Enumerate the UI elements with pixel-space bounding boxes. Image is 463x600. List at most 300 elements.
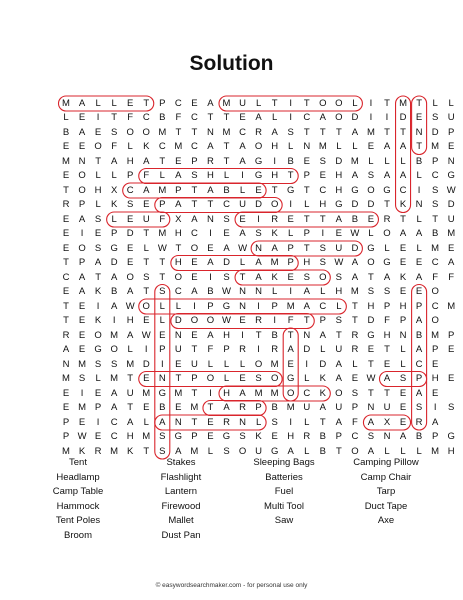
grid-letter: E bbox=[399, 286, 407, 297]
grid-letter: E bbox=[287, 358, 294, 370]
grid-letter: L bbox=[223, 358, 230, 370]
grid-letter: U bbox=[239, 97, 246, 109]
grid-letter: E bbox=[223, 228, 230, 239]
grid-letter: C bbox=[303, 112, 311, 123]
grid-letter: L bbox=[336, 141, 342, 152]
grid-letter: H bbox=[223, 387, 230, 399]
grid-letter: M bbox=[158, 184, 167, 196]
grid-letter: P bbox=[303, 228, 310, 239]
grid-letter: E bbox=[94, 431, 102, 442]
grid-letter: M bbox=[174, 387, 183, 399]
grid-letter: P bbox=[271, 300, 278, 312]
grid-letter: L bbox=[400, 445, 406, 457]
grid-letter: P bbox=[431, 344, 439, 355]
word-list-item: Broom bbox=[64, 529, 92, 541]
grid-letter: A bbox=[431, 416, 439, 428]
grid-letter: S bbox=[399, 373, 407, 384]
grid-letter: L bbox=[304, 445, 310, 457]
grid-letter: A bbox=[78, 286, 86, 297]
grid-letter: T bbox=[368, 358, 374, 370]
grid-letter: S bbox=[143, 271, 150, 283]
grid-letter: M bbox=[286, 402, 295, 413]
grid-letter: R bbox=[351, 329, 359, 341]
grid-letter: S bbox=[319, 242, 326, 254]
grid-letter: S bbox=[223, 445, 230, 457]
grid-letter: O bbox=[319, 271, 327, 283]
grid-letter: K bbox=[94, 286, 102, 297]
grid-letter: E bbox=[239, 373, 246, 384]
grid-letter: O bbox=[335, 387, 343, 399]
grid-letter: S bbox=[110, 126, 118, 138]
grid-letter: P bbox=[159, 344, 166, 355]
grid-letter: A bbox=[159, 416, 166, 428]
grid-letter: P bbox=[223, 344, 230, 355]
grid-letter: F bbox=[111, 141, 118, 152]
grid-letter: C bbox=[431, 170, 439, 181]
grid-letter: E bbox=[287, 271, 294, 283]
grid-letter: E bbox=[351, 373, 359, 384]
grid-letter: D bbox=[335, 155, 343, 167]
grid-letter: A bbox=[143, 155, 150, 167]
grid-letter: T bbox=[271, 184, 278, 196]
grid-letter: I bbox=[209, 228, 212, 239]
grid-letter: S bbox=[431, 184, 439, 196]
grid-letter: I bbox=[305, 358, 309, 370]
grid-letter: W bbox=[222, 315, 231, 326]
grid-letter: A bbox=[207, 97, 214, 109]
grid-letter: T bbox=[303, 242, 310, 254]
grid-letter: O bbox=[142, 126, 150, 138]
grid-letter: L bbox=[111, 97, 117, 109]
grid-letter: P bbox=[159, 97, 166, 109]
grid-letter: B bbox=[223, 184, 230, 196]
grid-letter: M bbox=[158, 228, 167, 239]
grid-letter: G bbox=[254, 170, 263, 181]
grid-letter: O bbox=[351, 445, 359, 457]
grid-letter: A bbox=[175, 445, 182, 457]
grid-letter: E bbox=[191, 271, 198, 283]
grid-letter: S bbox=[367, 170, 375, 181]
grid-letter: A bbox=[239, 141, 246, 152]
grid-letter: A bbox=[127, 286, 134, 297]
grid-letter: A bbox=[303, 300, 310, 312]
grid-letter: I bbox=[96, 112, 100, 123]
grid-letter: H bbox=[335, 184, 343, 196]
grid-letter: L bbox=[304, 199, 310, 210]
grid-letter: E bbox=[191, 97, 198, 109]
grid-letter: S bbox=[159, 445, 166, 457]
grid-letter: T bbox=[175, 373, 182, 384]
grid-letter: O bbox=[335, 112, 343, 123]
grid-letter: A bbox=[239, 155, 246, 167]
grid-letter: X bbox=[383, 416, 391, 428]
grid-letter: T bbox=[384, 387, 390, 399]
grid-letter: E bbox=[78, 315, 86, 326]
grid-letter: E bbox=[399, 387, 407, 399]
grid-letter: E bbox=[415, 112, 423, 123]
grid-letter: H bbox=[126, 155, 134, 167]
grid-letter: N bbox=[303, 329, 311, 341]
grid-letter: E bbox=[159, 329, 166, 341]
grid-letter: P bbox=[127, 170, 134, 181]
grid-letter: E bbox=[62, 213, 70, 225]
grid-letter: M bbox=[318, 141, 327, 152]
grid-letter: N bbox=[239, 286, 246, 297]
grid-letter: E bbox=[191, 257, 198, 268]
grid-letter: T bbox=[432, 213, 439, 225]
grid-letter: T bbox=[335, 329, 342, 341]
grid-letter: T bbox=[175, 126, 182, 138]
grid-letter: E bbox=[207, 416, 214, 428]
grid-letter: E bbox=[255, 184, 262, 196]
grid-letter: T bbox=[207, 199, 214, 210]
grid-letter: I bbox=[209, 387, 212, 399]
grid-letter: A bbox=[319, 112, 326, 123]
grid-letter: G bbox=[174, 431, 183, 442]
grid-letter: N bbox=[239, 300, 246, 312]
grid-letter: I bbox=[289, 97, 292, 109]
grid-letter: E bbox=[399, 242, 407, 254]
grid-letter: A bbox=[287, 445, 294, 457]
grid-letter: L bbox=[368, 228, 374, 239]
grid-letter: D bbox=[110, 257, 118, 268]
grid-letter: F bbox=[351, 416, 358, 428]
grid-letter: I bbox=[241, 329, 244, 341]
grid-letter: T bbox=[159, 155, 166, 167]
grid-letter: I bbox=[96, 300, 100, 312]
grid-letter: L bbox=[368, 155, 374, 167]
grid-letter: A bbox=[351, 126, 359, 138]
grid-letter: A bbox=[207, 184, 214, 196]
grid-letter: M bbox=[431, 329, 440, 341]
grid-letter: H bbox=[303, 257, 311, 268]
grid-letter: A bbox=[207, 257, 214, 268]
grid-letter: R bbox=[62, 199, 70, 210]
grid-letter: H bbox=[367, 300, 375, 312]
grid-letter: S bbox=[367, 286, 375, 297]
grid-letter: R bbox=[255, 126, 263, 138]
grid-letter: E bbox=[239, 315, 246, 326]
grid-letter: F bbox=[432, 271, 439, 283]
grid-letter: L bbox=[159, 300, 165, 312]
grid-letter: M bbox=[110, 445, 119, 457]
grid-letter: L bbox=[384, 242, 390, 254]
grid-letter: B bbox=[159, 402, 166, 413]
grid-letter: M bbox=[447, 228, 456, 239]
grid-letter: P bbox=[415, 373, 423, 384]
grid-letter: E bbox=[207, 431, 214, 442]
grid-letter: R bbox=[255, 315, 263, 326]
grid-letter: L bbox=[127, 141, 133, 152]
grid-letter: T bbox=[207, 402, 214, 413]
grid-letter: E bbox=[303, 155, 310, 167]
grid-letter: T bbox=[223, 155, 230, 167]
grid-letter: U bbox=[239, 199, 246, 210]
grid-letter: P bbox=[191, 155, 198, 167]
grid-letter: P bbox=[207, 300, 214, 312]
grid-letter: E bbox=[448, 373, 455, 384]
grid-letter: L bbox=[400, 344, 406, 355]
grid-letter: E bbox=[143, 315, 150, 326]
grid-letter: M bbox=[110, 373, 119, 384]
grid-letter: C bbox=[158, 141, 166, 152]
grid-letter: O bbox=[190, 242, 199, 254]
grid-letter: O bbox=[142, 300, 150, 312]
word-column-4 bbox=[331, 456, 441, 529]
grid-letter: K bbox=[399, 271, 407, 283]
grid-letter: L bbox=[127, 344, 133, 355]
grid-letter: E bbox=[175, 402, 182, 413]
grid-letter: M bbox=[78, 402, 86, 413]
grid-letter: M bbox=[447, 300, 456, 312]
grid-letter: W bbox=[157, 242, 167, 254]
grid-letter: W bbox=[366, 373, 376, 384]
grid-letter: G bbox=[351, 184, 359, 196]
grid-letter: T bbox=[143, 257, 150, 268]
grid-letter: P bbox=[351, 402, 359, 413]
grid-letter: P bbox=[78, 199, 86, 210]
grid-letter: S bbox=[94, 242, 102, 254]
grid-letter: T bbox=[175, 242, 182, 254]
grid-letter: G bbox=[383, 257, 391, 268]
grid-letter: S bbox=[223, 271, 230, 283]
grid-letter: I bbox=[257, 344, 260, 355]
grid-letter: L bbox=[239, 257, 246, 268]
grid-letter: M bbox=[62, 97, 70, 109]
grid-letter: T bbox=[191, 416, 198, 428]
grid-letter: N bbox=[255, 242, 263, 254]
grid-letter: T bbox=[191, 199, 198, 210]
grid-letter: I bbox=[241, 170, 244, 181]
grid-letter: E bbox=[62, 242, 70, 254]
grid-letter: R bbox=[223, 416, 230, 428]
grid-letter: T bbox=[384, 344, 390, 355]
grid-letter: M bbox=[286, 300, 295, 312]
grid-letter: P bbox=[255, 402, 262, 413]
grid-letter: M bbox=[78, 358, 86, 370]
grid-letter: P bbox=[383, 300, 391, 312]
grid-letter: D bbox=[223, 257, 230, 268]
grid-letter: E bbox=[94, 228, 102, 239]
grid-letter: B bbox=[271, 402, 278, 413]
grid-letter: N bbox=[447, 155, 455, 167]
grid-letter: L bbox=[223, 170, 230, 181]
word-list-item: Fuel bbox=[274, 486, 294, 498]
grid-letter: A bbox=[271, 126, 278, 138]
grid-letter: B bbox=[415, 329, 423, 341]
grid-letter: G bbox=[254, 155, 263, 167]
grid-letter: A bbox=[383, 373, 391, 384]
grid-letter: R bbox=[239, 402, 246, 413]
grid-letter: I bbox=[257, 300, 260, 312]
grid-letter: M bbox=[110, 329, 119, 341]
grid-letter: H bbox=[287, 431, 295, 442]
grid-letter: E bbox=[62, 387, 70, 399]
grid-letter: A bbox=[319, 402, 326, 413]
grid-letter: G bbox=[286, 184, 295, 196]
grid-letter: P bbox=[191, 431, 198, 442]
grid-letter: S bbox=[319, 257, 326, 268]
grid-letter: H bbox=[174, 257, 182, 268]
grid-letter: A bbox=[78, 213, 86, 225]
grid-letter: T bbox=[384, 199, 390, 210]
grid-letter: T bbox=[63, 184, 69, 196]
grid-letter: L bbox=[432, 97, 438, 109]
grid-letter: B bbox=[319, 445, 326, 457]
grid-letter: H bbox=[319, 199, 327, 210]
grid-letter: A bbox=[127, 416, 134, 428]
grid-letter: N bbox=[239, 416, 246, 428]
grid-letter: S bbox=[191, 170, 198, 181]
grid-letter: A bbox=[399, 170, 407, 181]
grid-letter: T bbox=[384, 97, 390, 109]
grid-letter: E bbox=[367, 141, 375, 152]
grid-letter: L bbox=[384, 155, 390, 167]
grid-letter: E bbox=[78, 300, 86, 312]
grid-letter: K bbox=[319, 373, 326, 384]
word-list-item: Tarp bbox=[376, 486, 396, 498]
grid-letter: A bbox=[175, 170, 182, 181]
grid-letter: B bbox=[287, 155, 294, 167]
grid-letter: T bbox=[191, 184, 198, 196]
grid-letter: L bbox=[352, 97, 358, 109]
grid-letter: L bbox=[320, 286, 326, 297]
grid-letter: C bbox=[190, 228, 198, 239]
grid-letter: A bbox=[223, 402, 230, 413]
grid-letter: T bbox=[127, 373, 134, 384]
grid-letter: E bbox=[399, 402, 407, 413]
grid-letter: B bbox=[159, 112, 166, 123]
grid-letter: O bbox=[126, 271, 134, 283]
grid-letter: S bbox=[110, 358, 118, 370]
grid-letter: E bbox=[431, 358, 439, 370]
grid-letter: E bbox=[287, 213, 294, 225]
grid-letter: G bbox=[335, 199, 343, 210]
grid-letter: M bbox=[270, 358, 279, 370]
grid-letter: E bbox=[62, 402, 70, 413]
grid-letter: A bbox=[415, 228, 423, 239]
grid-letter: T bbox=[63, 315, 69, 326]
grid-letter: P bbox=[110, 228, 118, 239]
grid-letter: S bbox=[255, 373, 262, 384]
grid-letter: C bbox=[110, 431, 118, 442]
grid-letter: A bbox=[448, 257, 455, 268]
grid-letter: L bbox=[416, 445, 422, 457]
grid-letter: A bbox=[78, 271, 86, 283]
grid-letter: A bbox=[207, 329, 214, 341]
grid-letter: A bbox=[335, 416, 343, 428]
grid-letter: O bbox=[270, 373, 279, 384]
grid-letter: C bbox=[415, 358, 423, 370]
grid-letter: M bbox=[254, 387, 263, 399]
grid-letter: A bbox=[127, 329, 134, 341]
word-list-item: Flashlight bbox=[160, 471, 202, 483]
grid-letter: O bbox=[431, 286, 439, 297]
grid-letter: E bbox=[319, 170, 326, 181]
grid-letter: P bbox=[399, 315, 407, 326]
grid-letter: L bbox=[95, 199, 101, 210]
grid-letter: K bbox=[255, 431, 262, 442]
grid-letter: A bbox=[255, 112, 262, 123]
grid-letter: M bbox=[158, 126, 167, 138]
grid-letter: N bbox=[367, 402, 375, 413]
grid-letter: P bbox=[415, 300, 423, 312]
grid-letter: G bbox=[270, 445, 279, 457]
grid-letter: L bbox=[95, 373, 101, 384]
grid-letter: A bbox=[110, 155, 118, 167]
grid-letter: P bbox=[94, 402, 102, 413]
grid-letter: I bbox=[257, 213, 260, 225]
grid-letter: T bbox=[384, 126, 390, 138]
word-list-item: Camp Table bbox=[52, 486, 104, 498]
grid-letter: K bbox=[271, 271, 278, 283]
grid-letter: F bbox=[287, 315, 294, 326]
word-list-item: Axe bbox=[377, 515, 395, 527]
grid-letter: L bbox=[255, 97, 262, 109]
word-list-item: Hammock bbox=[56, 500, 100, 512]
grid-letter: L bbox=[111, 170, 117, 181]
page-title: Solution bbox=[189, 52, 274, 75]
grid-letter: B bbox=[415, 431, 423, 442]
grid-letter: I bbox=[289, 416, 292, 428]
grid-letter: E bbox=[239, 112, 246, 123]
grid-letter: M bbox=[222, 126, 231, 138]
grid-letter: D bbox=[351, 112, 359, 123]
grid-letter: H bbox=[383, 329, 391, 341]
grid-letter: W bbox=[334, 257, 344, 268]
grid-letter: E bbox=[191, 329, 198, 341]
grid-letter: G bbox=[110, 242, 118, 254]
grid-letter: S bbox=[159, 286, 166, 297]
grid-letter: K bbox=[110, 199, 118, 210]
grid-letter: M bbox=[174, 141, 183, 152]
grid-letter: F bbox=[159, 213, 166, 225]
grid-letter: T bbox=[223, 112, 230, 123]
grid-letter: M bbox=[142, 431, 151, 442]
grid-letter: P bbox=[191, 373, 198, 384]
grid-letter: T bbox=[319, 213, 326, 225]
grid-letter: M bbox=[399, 97, 407, 109]
grid-letter: U bbox=[335, 242, 343, 254]
grid-letter: A bbox=[399, 141, 407, 152]
grid-letter: M bbox=[270, 257, 279, 268]
grid-letter: B bbox=[62, 126, 70, 138]
grid-letter: L bbox=[336, 300, 342, 312]
grid-letter: P bbox=[159, 199, 166, 210]
grid-letter: C bbox=[126, 184, 134, 196]
grid-letter: L bbox=[239, 184, 246, 196]
grid-letter: P bbox=[431, 431, 439, 442]
grid-letter: U bbox=[447, 213, 455, 225]
grid-letter: D bbox=[399, 112, 407, 123]
grid-letter: M bbox=[431, 141, 440, 152]
grid-letter: I bbox=[273, 315, 276, 326]
grid-letter: W bbox=[222, 286, 231, 297]
grid-letter: A bbox=[319, 329, 326, 341]
grid-letter: H bbox=[207, 170, 214, 181]
grid-letter: I bbox=[321, 228, 325, 239]
grid-letter: T bbox=[95, 271, 101, 283]
grid-letter: E bbox=[78, 344, 86, 355]
grid-letter: T bbox=[223, 141, 230, 152]
grid-letter: E bbox=[143, 402, 150, 413]
grid-letter: O bbox=[78, 242, 86, 254]
grid-letter: T bbox=[416, 97, 422, 109]
grid-letter: H bbox=[126, 431, 134, 442]
grid-letter: E bbox=[431, 387, 439, 399]
grid-letter: L bbox=[95, 170, 101, 181]
grid-letter: L bbox=[143, 242, 149, 254]
